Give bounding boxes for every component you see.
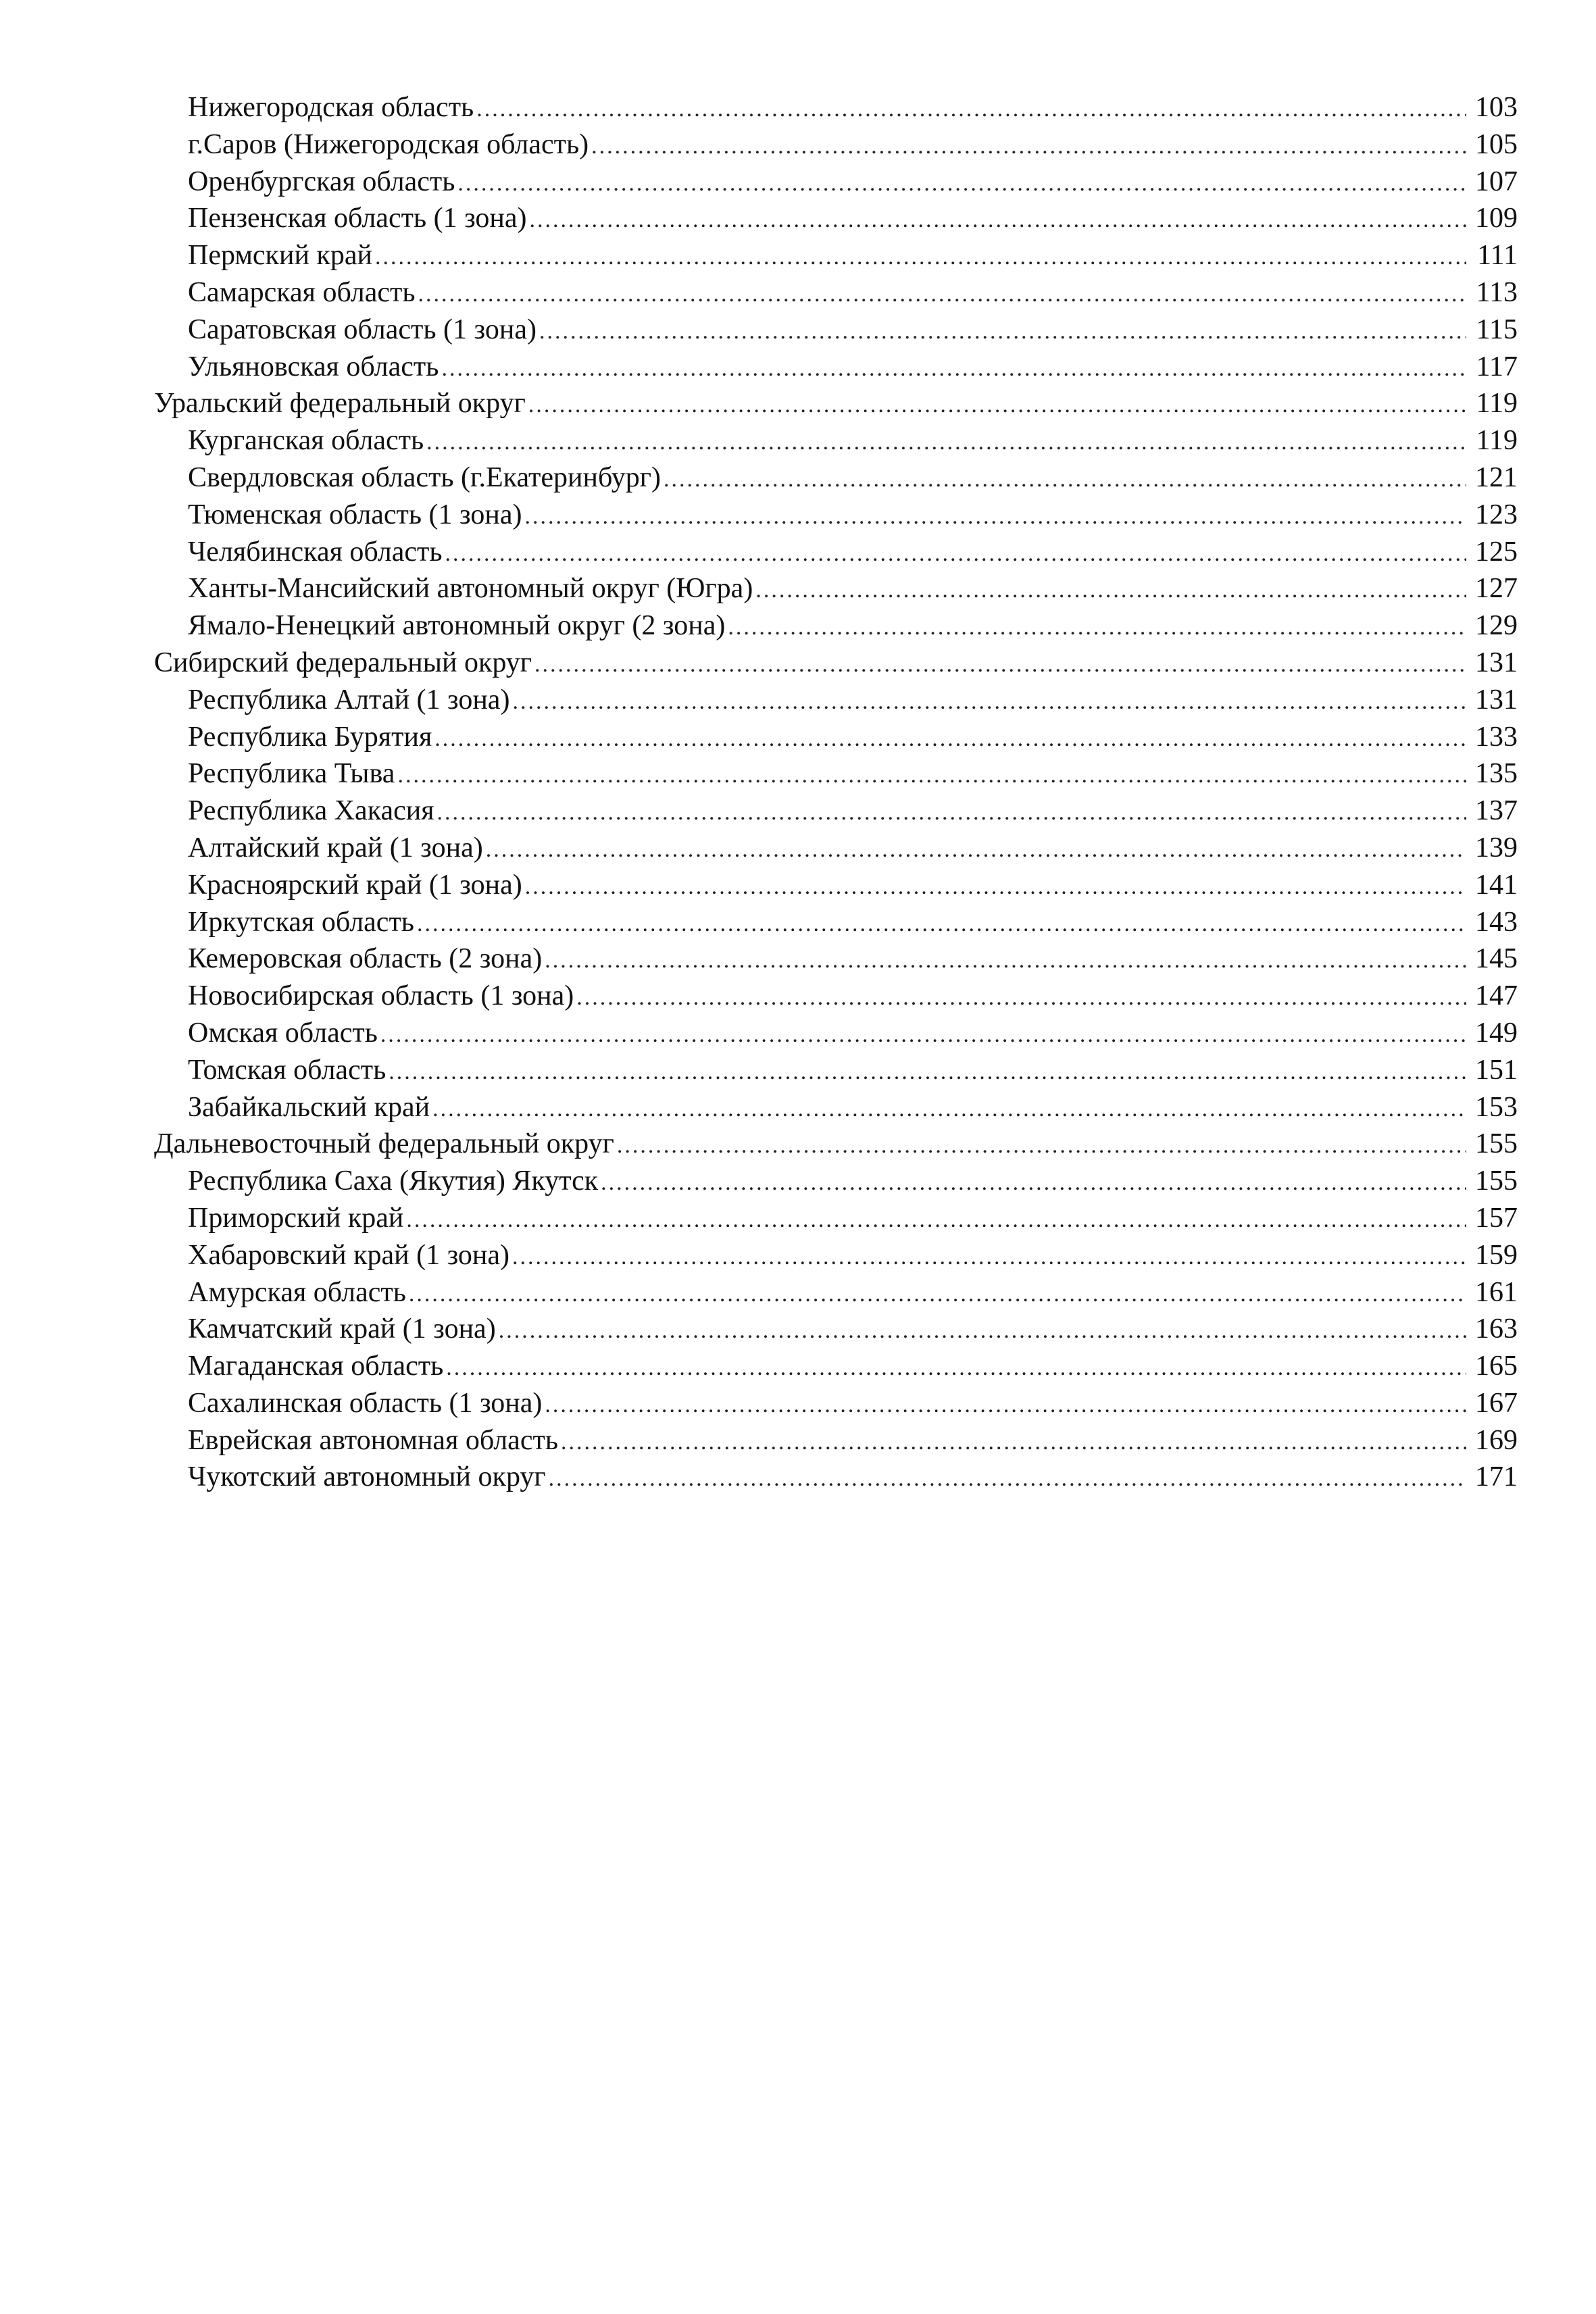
toc-page-number: 119	[1476, 425, 1518, 457]
toc-entry-title: Республика Алтай (1 зона)	[188, 684, 510, 715]
toc-entry-title: Чукотский автономный округ	[188, 1461, 546, 1493]
toc-entry-row	[154, 89, 1518, 126]
toc-entry-title: Новосибирская область (1 зона)	[188, 980, 574, 1012]
toc-page-number: 127	[1475, 573, 1518, 605]
toc-page-number: 145	[1475, 943, 1518, 975]
toc-entry-title: Омская область	[188, 1017, 378, 1049]
toc-entry-title: Ханты-Мансийский автономный округ (Югра)	[188, 573, 753, 605]
toc-entry-title: г.Саров (Нижегородская область)	[188, 128, 589, 160]
toc-dot-leader	[417, 906, 1466, 943]
toc-dot-leader	[437, 795, 1466, 832]
toc-page-number: 143	[1475, 906, 1518, 938]
toc-dot-leader	[728, 609, 1466, 647]
toc-entry-title: Томская область	[188, 1054, 386, 1086]
toc-dot-leader	[545, 942, 1466, 980]
toc-dot-leader	[591, 128, 1466, 166]
toc-entry-row	[154, 719, 1518, 756]
toc-section-row	[154, 645, 1518, 682]
toc-page-number: 155	[1475, 1165, 1518, 1197]
toc-entry-title: Республика Тыва	[188, 758, 395, 790]
toc-entry-row	[154, 237, 1518, 274]
toc-entry-title: Саратовская область (1 зона)	[188, 313, 537, 345]
toc-dot-leader	[397, 757, 1466, 795]
toc-entry-row	[154, 1052, 1518, 1089]
toc-entry-title: Забайкальский край	[188, 1091, 430, 1123]
toc-dot-leader	[432, 1091, 1466, 1128]
toc-entry-title: Камчатский край (1 зона)	[188, 1313, 496, 1345]
toc-page-number: 159	[1475, 1239, 1518, 1271]
toc-dot-leader	[441, 351, 1466, 388]
toc-section-row	[154, 385, 1518, 422]
toc-entry-row	[154, 126, 1518, 164]
toc-page-number: 137	[1475, 795, 1518, 827]
toc-dot-leader	[545, 1387, 1466, 1424]
toc-page-number: 131	[1475, 684, 1518, 715]
toc-entry-title: Сибирский федеральный округ	[154, 647, 532, 678]
toc-entry-title: Оренбургская область	[188, 166, 455, 197]
toc-page-number: 133	[1475, 721, 1518, 753]
toc-entry-row	[154, 793, 1518, 830]
toc-dot-leader	[512, 1239, 1466, 1276]
toc-dot-leader	[380, 1017, 1466, 1054]
toc-page-number: 109	[1475, 203, 1518, 234]
toc-page-number: 123	[1475, 499, 1518, 530]
toc-entry-row	[154, 1422, 1518, 1459]
toc-page-number: 171	[1475, 1461, 1518, 1493]
toc-dot-leader	[664, 461, 1466, 499]
toc-page-number: 157	[1475, 1202, 1518, 1234]
toc-entry-row	[154, 1385, 1518, 1422]
toc-dot-leader	[561, 1424, 1466, 1461]
toc-entry-title: Амурская область	[188, 1276, 406, 1308]
toc-page-number: 111	[1477, 240, 1518, 272]
toc-entry-title: Ямало-Ненецкий автономный округ (2 зона)	[188, 610, 726, 642]
toc-entry-row	[154, 607, 1518, 645]
toc-dot-leader	[406, 1202, 1466, 1239]
toc-entry-row	[154, 274, 1518, 311]
toc-entry-row	[154, 1015, 1518, 1052]
toc-page-number: 117	[1476, 351, 1518, 382]
toc-entry-title: Самарская область	[188, 276, 416, 308]
toc-page-number: 103	[1475, 92, 1518, 123]
toc-dot-leader	[601, 1165, 1466, 1202]
toc-page-number: 141	[1475, 869, 1518, 901]
toc-entry-row	[154, 830, 1518, 867]
toc-dot-leader	[617, 1128, 1466, 1165]
toc-dot-leader	[525, 869, 1466, 906]
toc-entry-row	[154, 867, 1518, 904]
toc-dot-leader	[512, 684, 1466, 721]
toc-page-number: 167	[1475, 1387, 1518, 1419]
toc-dot-leader	[457, 166, 1466, 203]
toc-entry-title: Сахалинская область (1 зона)	[188, 1387, 543, 1419]
toc-entry-title: Уральский федеральный округ	[154, 388, 526, 420]
toc-entry-row	[154, 570, 1518, 607]
toc-entry-title: Пермский край	[188, 240, 372, 272]
toc-dot-leader	[409, 1276, 1466, 1313]
toc-page-number: 153	[1475, 1091, 1518, 1123]
toc-entry-row	[154, 459, 1518, 497]
toc-dot-leader	[418, 276, 1466, 313]
toc-page-number: 139	[1475, 832, 1518, 863]
toc-entry-title: Приморский край	[188, 1202, 404, 1234]
toc-page-number: 169	[1475, 1424, 1518, 1456]
toc-entry-title: Пензенская область (1 зона)	[188, 203, 527, 234]
toc-dot-leader	[375, 239, 1466, 276]
toc-entry-title: Магаданская область	[188, 1351, 444, 1382]
toc-page-number: 125	[1475, 536, 1518, 568]
toc-page-number: 155	[1475, 1128, 1518, 1160]
toc-entry-row	[154, 1089, 1518, 1126]
toc-entry-title: Хабаровский край (1 зона)	[188, 1239, 510, 1271]
toc-page-number: 135	[1475, 758, 1518, 790]
toc-entry-row	[154, 1311, 1518, 1348]
toc-page-number: 131	[1475, 647, 1518, 678]
toc-dot-leader	[534, 647, 1466, 684]
toc-page-number: 129	[1475, 610, 1518, 642]
toc-dot-leader	[530, 202, 1466, 239]
toc-entry-row	[154, 200, 1518, 237]
toc-page-number: 119	[1476, 388, 1518, 420]
toc-entry-row	[154, 1459, 1518, 1496]
toc-dot-leader	[445, 536, 1466, 573]
toc-entry-title: Нижегородская область	[188, 92, 474, 123]
toc-entry-row	[154, 349, 1518, 386]
toc-entry-row	[154, 1348, 1518, 1385]
toc-dot-leader	[576, 980, 1466, 1017]
table-of-contents	[154, 89, 1518, 1496]
toc-dot-leader	[539, 313, 1466, 351]
toc-entry-title: Ульяновская область	[188, 351, 439, 382]
toc-dot-leader	[549, 1461, 1466, 1498]
toc-dot-leader	[446, 1350, 1466, 1387]
toc-dot-leader	[755, 572, 1466, 609]
toc-entry-title: Тюменская область (1 зона)	[188, 499, 522, 530]
toc-page-number: 113	[1476, 276, 1518, 308]
toc-entry-title: Кемеровская область (2 зона)	[188, 943, 543, 975]
toc-entry-title: Еврейская автономная область	[188, 1424, 558, 1456]
toc-entry-title: Свердловская область (г.Екатеринбург)	[188, 461, 661, 493]
toc-dot-leader	[528, 387, 1466, 424]
toc-entry-row	[154, 682, 1518, 719]
toc-dot-leader	[524, 499, 1466, 536]
toc-entry-row	[154, 311, 1518, 349]
toc-entry-title: Республика Хакасия	[188, 795, 434, 827]
toc-dot-leader	[389, 1054, 1466, 1091]
toc-page-number: 105	[1475, 128, 1518, 160]
toc-entry-row	[154, 940, 1518, 978]
toc-dot-leader	[434, 721, 1466, 758]
toc-dot-leader	[486, 832, 1466, 869]
toc-page-number: 165	[1475, 1351, 1518, 1382]
toc-entry-row	[154, 1200, 1518, 1237]
toc-entry-title: Челябинская область	[188, 536, 443, 568]
toc-entry-row	[154, 534, 1518, 571]
toc-section-row	[154, 1126, 1518, 1163]
toc-entry-row	[154, 755, 1518, 793]
toc-entry-title: Иркутская область	[188, 906, 414, 938]
toc-entry-row	[154, 164, 1518, 201]
toc-entry-title: Республика Саха (Якутия) Якутск	[188, 1165, 599, 1197]
toc-page-number: 149	[1475, 1017, 1518, 1049]
toc-entry-row	[154, 1274, 1518, 1311]
toc-page-number: 151	[1475, 1054, 1518, 1086]
toc-entry-row	[154, 497, 1518, 534]
toc-entry-row	[154, 1237, 1518, 1274]
toc-page-number: 121	[1475, 461, 1518, 493]
toc-entry-row	[154, 978, 1518, 1015]
toc-dot-leader	[426, 424, 1466, 461]
toc-page-number: 163	[1475, 1313, 1518, 1345]
toc-entry-row	[154, 1163, 1518, 1200]
toc-entry-title: Республика Бурятия	[188, 721, 432, 753]
toc-page-number: 161	[1475, 1276, 1518, 1308]
toc-entry-row	[154, 904, 1518, 941]
toc-page-number: 147	[1475, 980, 1518, 1012]
toc-dot-leader	[499, 1313, 1466, 1350]
toc-entry-title: Курганская область	[188, 425, 424, 457]
toc-entry-title: Алтайский край (1 зона)	[188, 832, 483, 863]
toc-entry-row	[154, 422, 1518, 459]
toc-dot-leader	[476, 91, 1466, 128]
toc-page-number: 115	[1476, 313, 1518, 345]
toc-page-number: 107	[1475, 166, 1518, 197]
toc-entry-title: Красноярский край (1 зона)	[188, 869, 522, 901]
toc-entry-title: Дальневосточный федеральный округ	[154, 1128, 614, 1160]
